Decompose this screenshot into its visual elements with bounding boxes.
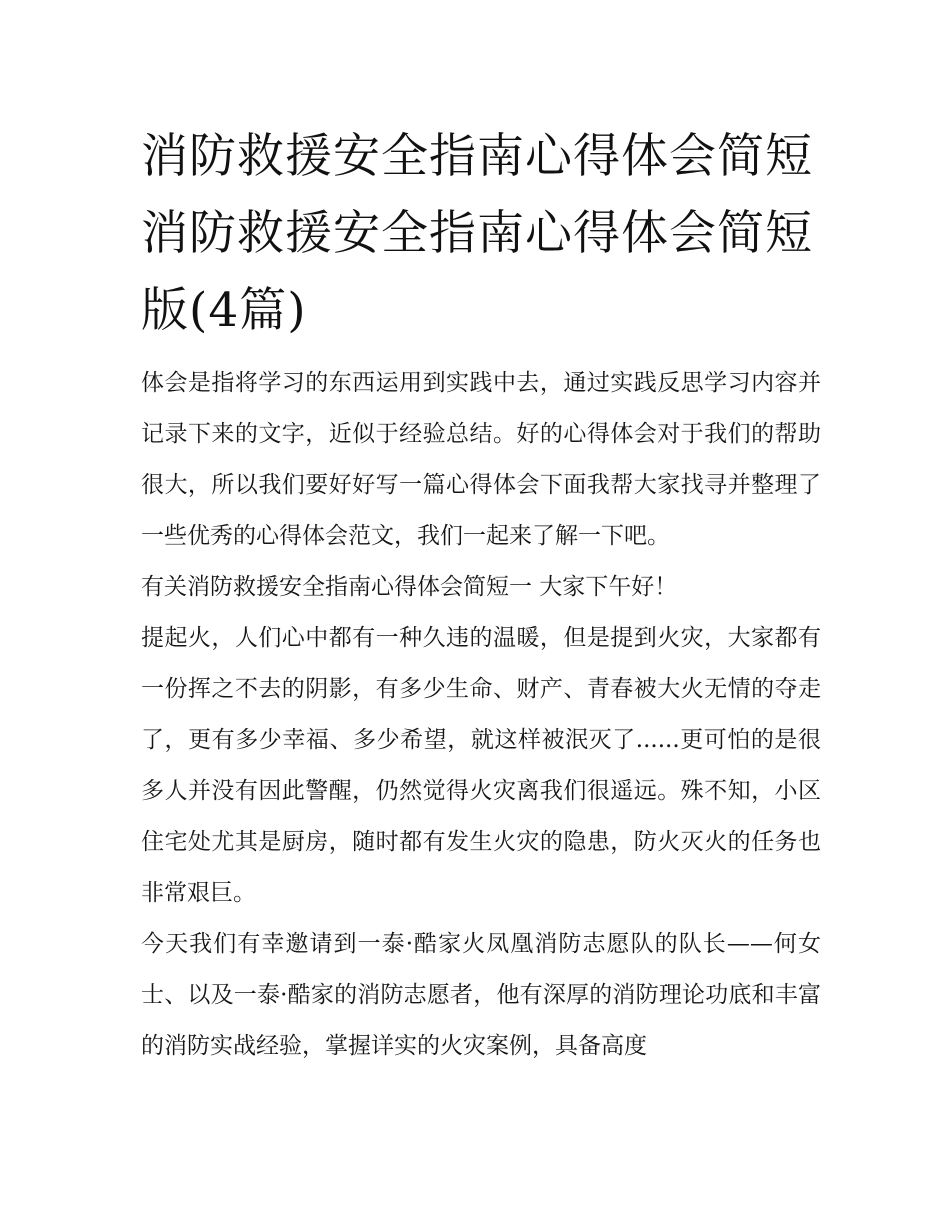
paragraph-guest-intro: 今天我们有幸邀请到一泰·酷家火凤凰消防志愿队的队长——何女士、以及一泰·酷家的消防志愿者，他有深厚的消防理论功底和丰富的消防实战经验，掌握详实的火灾案例，具备高度 bbox=[141, 931, 821, 1059]
paragraph-fire-memory: 提起火，人们心中都有一种久违的温暖，但是提到火灾，大家都有一份挥之不去的阴影，有多少生命、财产、青春被大火无情的夺走了，更有多少幸福、多少希望，就这样被泯灭了......更可怕的是很多人并没有因此警醒，仍然觉得火灾离我们很遥远。殊不知，小区住宅处尤其是厨房，随时都有发生火灾的隐患，防火灭火的任务也非常艰巨。 bbox=[141, 625, 821, 906]
document-title: 消防救援安全指南心得体会简短 消防救援安全指南心得体会简短版(4篇) bbox=[141, 129, 813, 338]
document-body bbox=[141, 358, 821, 1072]
paragraph-heading-one: 有关消防救援安全指南心得体会简短一 大家下午好！ bbox=[141, 574, 678, 600]
paragraph-intro: 体会是指将学习的东西运用到实践中去，通过实践反思学习内容并记录下来的文字，近似于经验总结。好的心得体会对于我们的帮助很大，所以我们要好好写一篇心得体会下面我帮大家找寻并整理了一些优秀的心得体会范文，我们一起来了解一下吧。 bbox=[141, 370, 821, 549]
